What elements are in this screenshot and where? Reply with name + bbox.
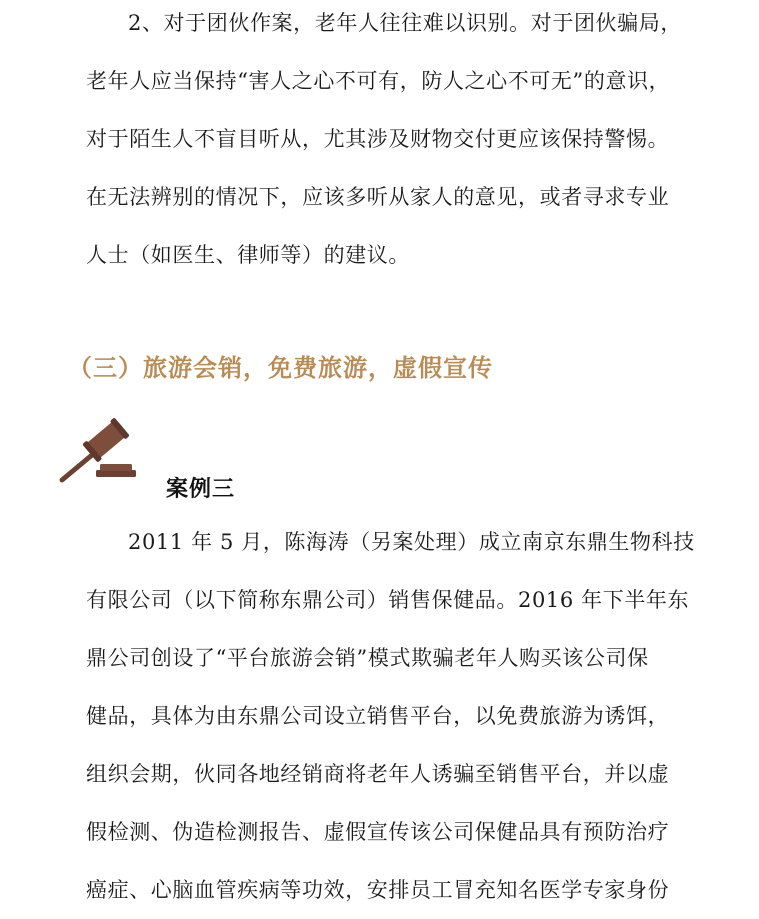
case-paragraph	[86, 513, 696, 919]
section-heading: （三）旅游会销，免费旅游，虚假宣传	[68, 354, 493, 382]
paragraph-line: 在无法辨别的情况下，应该多听从家人的意见，或者寻求专业	[86, 185, 670, 209]
paragraph-line: 健品，具体为由东鼎公司设立销售平台，以免费旅游为诱饵，	[86, 704, 670, 728]
paragraph-line: 鼎公司创设了“平台旅游会销”模式欺骗老年人购买该公司保	[86, 646, 649, 670]
paragraph-line: 癌症、心脑血管疾病等功效，安排员工冒充知名医学专家身份	[86, 878, 670, 902]
case-title: 案例三	[166, 477, 236, 502]
paragraph-line: 有限公司（以下简称东鼎公司）销售保健品。2016 年下半年东	[86, 588, 690, 612]
paragraph-line: 2011 年 5 月，陈海涛（另案处理）成立南京东鼎生物科技	[128, 530, 695, 554]
gavel-icon	[56, 418, 142, 486]
paragraph-line: 2、对于团伙作案，老年人往往难以识别。对于团伙骗局，	[128, 11, 682, 35]
paragraph-line: 老年人应当保持“害人之心不可有，防人之心不可无”的意识，	[86, 69, 671, 93]
paragraph-line: 对于陌生人不盲目听从，尤其涉及财物交付更应该保持警惕。	[86, 127, 670, 151]
paragraph-line: 人士（如医生、律师等）的建议。	[86, 243, 410, 267]
paragraph-line: 假检测、伪造检测报告、虚假宣传该公司保健品具有预防治疗	[86, 820, 670, 844]
paragraph-line: 组织会期，伙同各地经销商将老年人诱骗至销售平台，并以虚	[86, 762, 670, 786]
advice-paragraph	[86, 0, 696, 284]
